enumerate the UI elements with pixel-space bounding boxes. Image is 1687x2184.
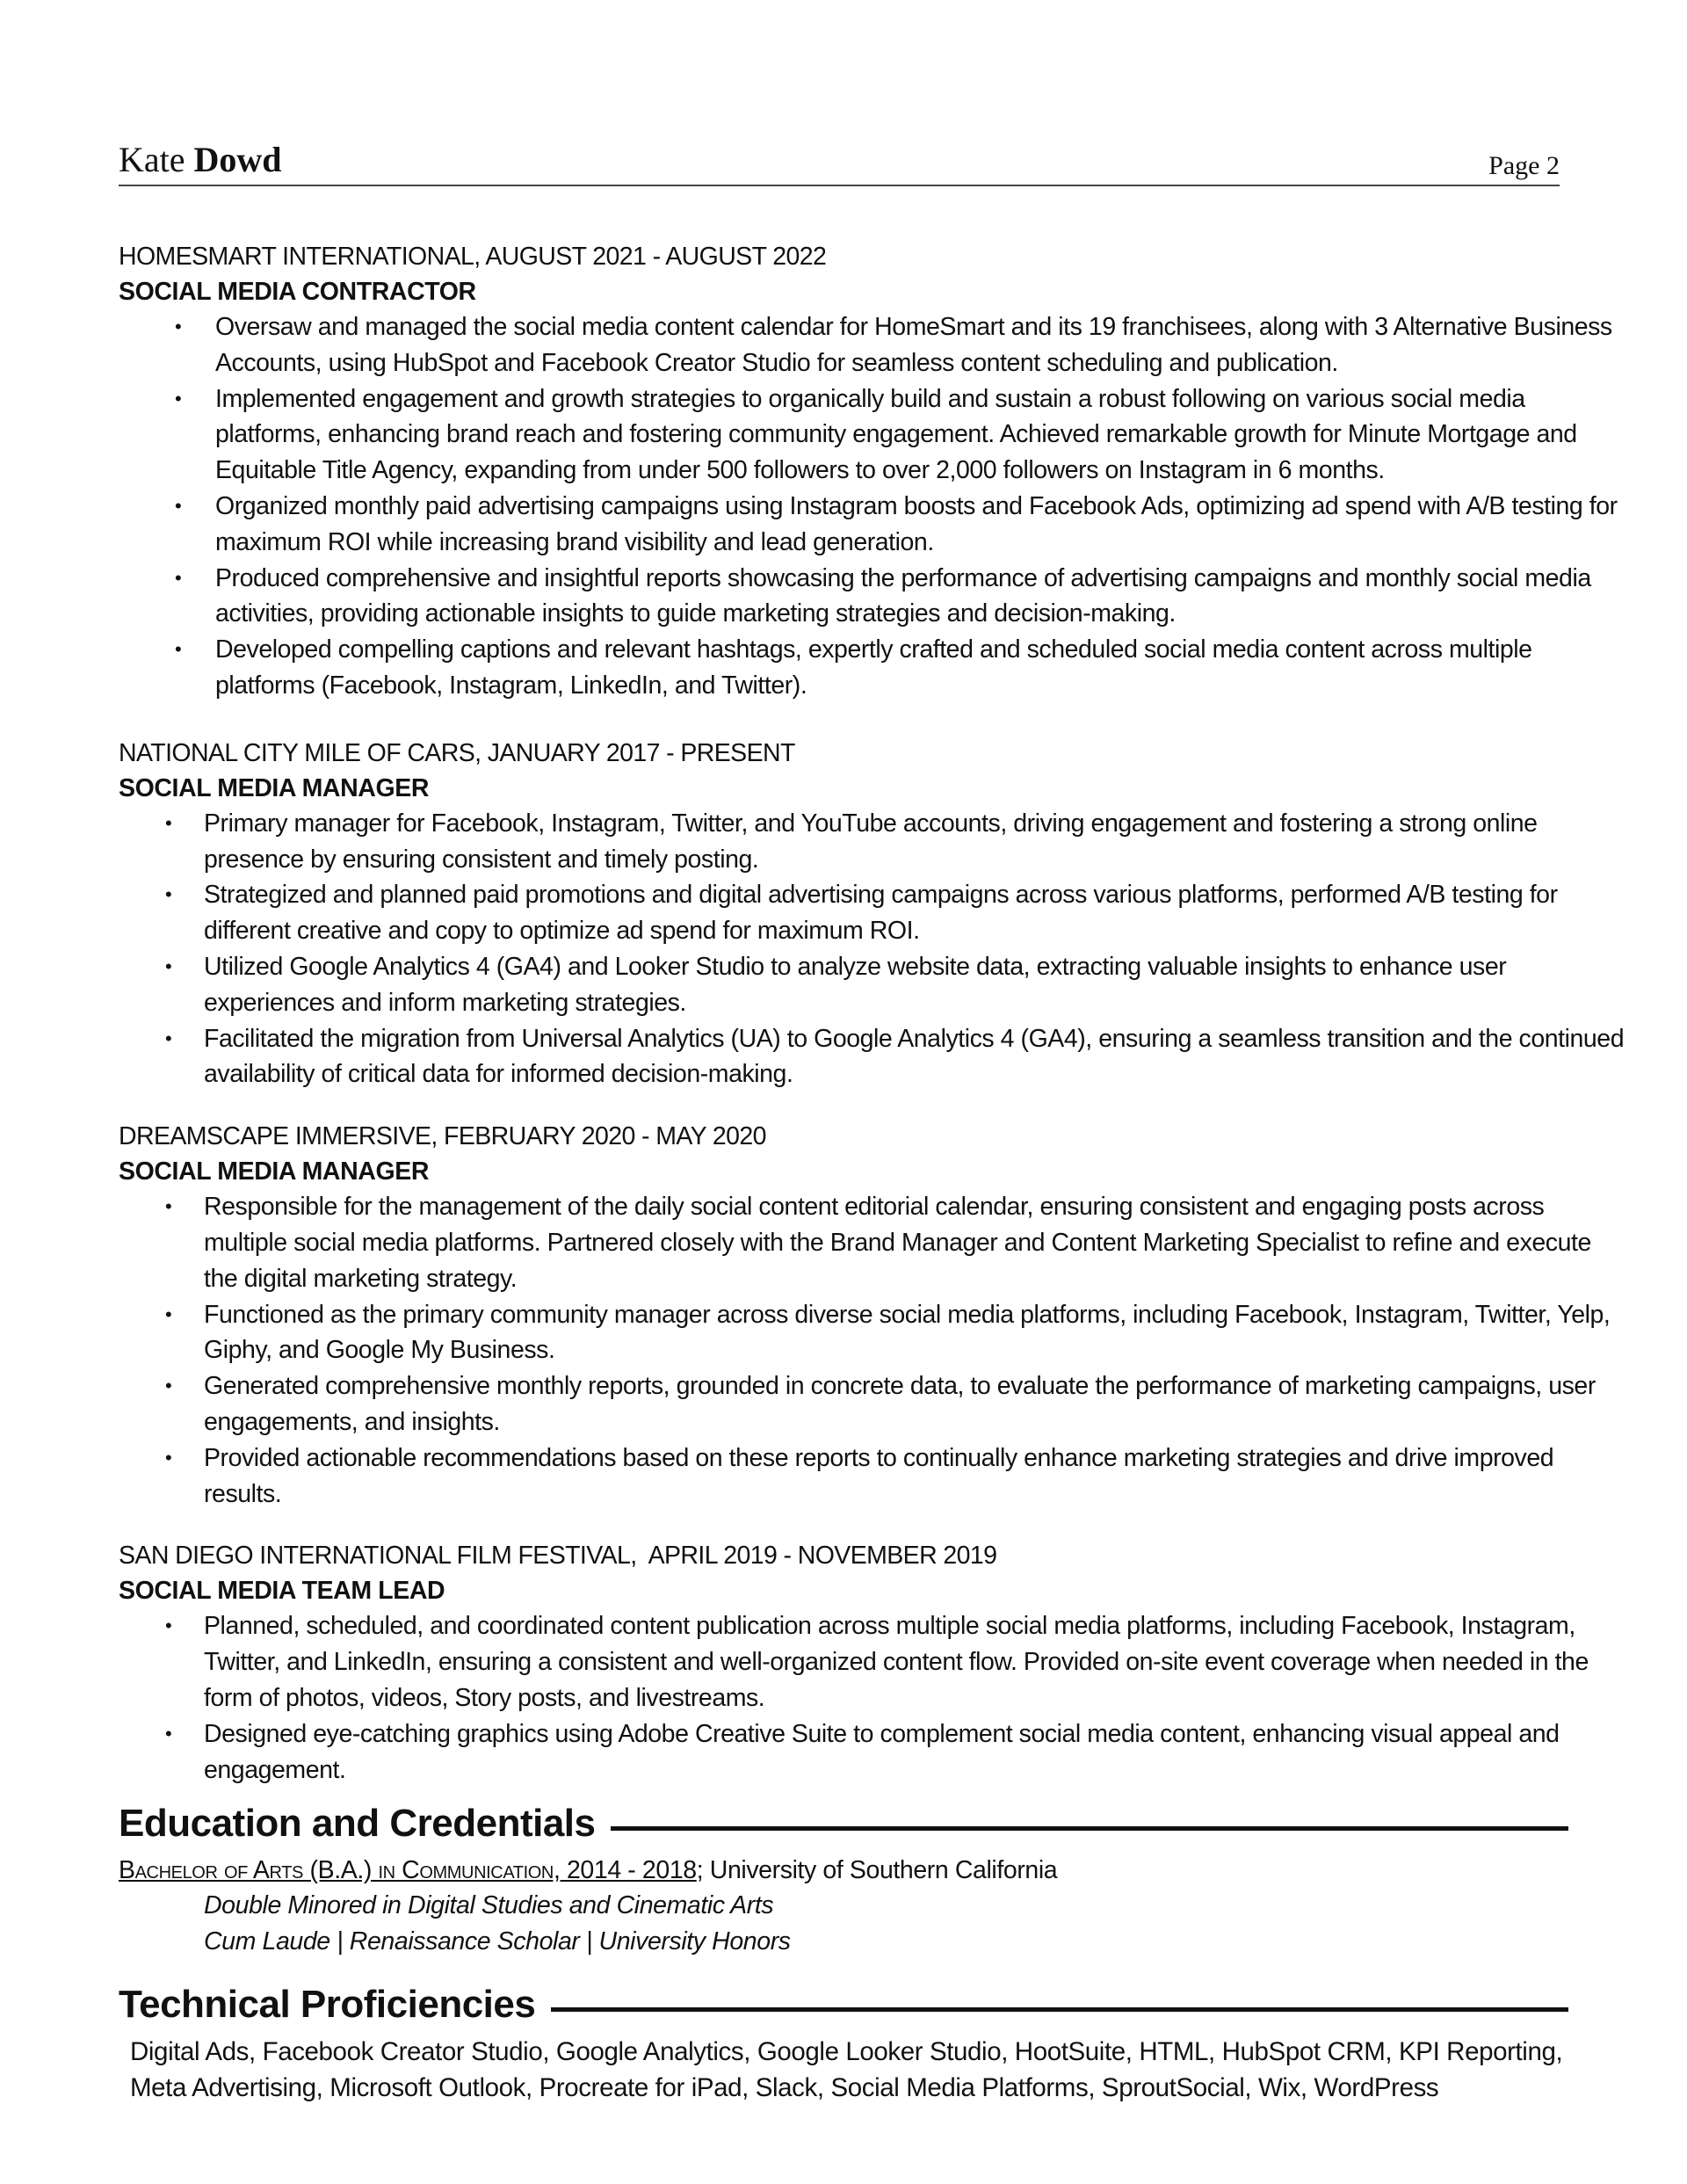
job-entry-mile-of-cars <box>119 736 1630 1092</box>
job-bullets <box>119 1189 1630 1512</box>
bullet-item <box>119 632 1630 704</box>
bullet-icon: • <box>165 954 172 977</box>
bullet-item <box>119 1368 1630 1440</box>
bullet-text: Organized monthly paid advertising campaigns using Instagram boosts and Facebook Ads, optimizing ad spend with A/B testing for maximum ROI while increasing brand visibility and lead generation. <box>215 491 1618 556</box>
bullet-text: Designed eye-catching graphics using Adobe Creative Suite to complement social media content, enhancing visual appeal and engagement. <box>204 1719 1560 1784</box>
job-entry-homesmart <box>119 239 1630 704</box>
bullet-text: Provided actionable recommendations based on these reports to continually enhance marketing strategies and drive improved results. <box>204 1443 1554 1508</box>
job-bullets <box>119 806 1630 1092</box>
bullet-text: Produced comprehensive and insightful reports showcasing the performance of advertising campaigns and monthly social media activities, providing actionable insights to guide marketing strategies and decision-making. <box>215 563 1591 628</box>
degree-line <box>119 1853 1630 1888</box>
bullet-item <box>119 1608 1630 1716</box>
bullet-icon: • <box>175 638 182 661</box>
bullet-item <box>119 561 1630 633</box>
bullet-item <box>119 1021 1630 1093</box>
bullet-text: Planned, scheduled, and coordinated content publication across multiple social media platforms, including Facebook, Instagram, Twitter, and LinkedIn, ensuring a consistent and well-organized content flow. Provided on-site event coverage when needed in the form of photos, videos, Story posts, and livestreams. <box>204 1612 1589 1712</box>
bullet-item <box>119 877 1630 949</box>
bullet-item <box>119 381 1630 489</box>
bullet-item <box>119 489 1630 561</box>
bullet-text: Strategized and planned paid promotions and digital advertising campaigns across various platforms, performed A/B testing for different creative and copy to optimize ad spend for maximum ROI. <box>204 881 1558 946</box>
skills-title: Technical Proficiencies <box>119 1981 551 2028</box>
bullet-item <box>119 1189 1630 1296</box>
bullet-icon: • <box>165 1375 172 1397</box>
job-entry-dreamscape <box>119 1119 1630 1512</box>
bullet-icon: • <box>175 566 182 589</box>
bullet-text: Utilized Google Analytics 4 (GA4) and Looker Studio to analyze website data, extracting valuable insights to enhance user experiences and inform marketing strategies. <box>204 952 1507 1017</box>
bullet-icon: • <box>165 1446 172 1469</box>
page-number: Page 2 <box>1488 151 1560 180</box>
bullet-icon: • <box>165 1722 172 1745</box>
job-company: HOMESMART INTERNATIONAL, AUGUST 2021 - AUGUST 2022 <box>119 243 827 271</box>
skills-list: Digital Ads, Facebook Creator Studio, Google Analytics, Google Looker Studio, HootSuite, HTML, HubSpot CRM, KPI Reporting, Meta Advertising, Microsoft Outlook, Procreate for iPad, Slack, Social Media Platforms, SproutSocial, Wix, WordPress <box>130 2037 1563 2103</box>
bullet-item <box>119 806 1630 878</box>
bullet-item <box>119 949 1630 1021</box>
last-name: Dowd <box>193 140 282 179</box>
bullet-icon: • <box>165 883 172 906</box>
job-role: SOCIAL MEDIA MANAGER <box>119 773 430 802</box>
bullet-icon: • <box>165 1195 172 1218</box>
school-name: University of Southern California <box>703 1856 1058 1885</box>
bullet-icon: • <box>165 811 172 834</box>
first-name: Kate <box>119 140 185 179</box>
bullet-text: Primary manager for Facebook, Instagram, Twitter, and YouTube accounts, driving engagement and fostering a strong online presence by ensuring consistent and timely posting. <box>204 809 1538 874</box>
bullet-item <box>119 1297 1630 1369</box>
job-role: SOCIAL MEDIA MANAGER <box>119 1157 430 1186</box>
bullet-item <box>119 1440 1630 1513</box>
degree-separator: ; <box>696 1856 704 1885</box>
bullet-text: Generated comprehensive monthly reports, grounded in concrete data, to evaluate the performance of marketing campaigns, user engagements, and insights. <box>204 1372 1596 1436</box>
skills-section-header <box>119 1981 1630 2028</box>
bullet-icon: • <box>165 1302 172 1325</box>
page-header <box>119 139 1560 186</box>
job-bullets <box>119 1608 1630 1788</box>
education-section-header <box>119 1800 1630 1847</box>
bullet-icon: • <box>165 1614 172 1637</box>
bullet-text: Developed compelling captions and relevant hashtags, expertly crafted and scheduled social media content across multiple platforms (Facebook, Instagram, LinkedIn, and Twitter). <box>215 635 1532 700</box>
bullet-icon: • <box>175 316 182 337</box>
bullet-text: Oversaw and managed the social media content calendar for HomeSmart and its 19 franchisees, along with 3 Alternative Business Accounts, using HubSpot and Facebook Creator Studio for seamless content scheduling and publication. <box>215 313 1612 377</box>
job-company: NATIONAL CITY MILE OF CARS, JANUARY 2017 - PRESENT <box>119 738 795 767</box>
education-title: Education and Credentials <box>119 1800 611 1847</box>
honors-note: Cum Laude | Renaissance Scholar | University Honors <box>204 1927 791 1956</box>
bullet-item <box>119 1716 1630 1789</box>
candidate-name <box>119 141 282 179</box>
bullet-text: Responsible for the management of the daily social content editorial calendar, ensuring consistent and engaging posts across multiple social media platforms. Partnered closely with the Brand Manager and Content Marketing Specialist to refine and execute the digital marketing strategy. <box>204 1193 1591 1293</box>
job-role: SOCIAL MEDIA TEAM LEAD <box>119 1577 445 1606</box>
bullet-icon: • <box>165 1027 172 1049</box>
job-company: DREAMSCAPE IMMERSIVE, FEBRUARY 2020 - MAY 2020 <box>119 1122 766 1151</box>
bullet-icon: • <box>175 494 182 517</box>
bullet-text: Functioned as the primary community manager across diverse social media platforms, including Facebook, Instagram, Twitter, Yelp, Giphy, and Google My Business. <box>204 1300 1611 1365</box>
job-bullets <box>119 309 1630 704</box>
bullet-text: Facilitated the migration from Universal Analytics (UA) to Google Analytics 4 (GA4), ensuring a seamless transition and the continued availability of critical data for informed decision-making. <box>204 1024 1625 1089</box>
job-entry-sdiff <box>119 1538 1630 1788</box>
minors-note: Double Minored in Digital Studies and Cinematic Arts <box>204 1891 774 1920</box>
bullet-text: Implemented engagement and growth strategies to organically build and sustain a robust following on various social media platforms, enhancing brand reach and fostering community engagement. Achieved remarkable growth for Minute Mortgage and Equitable Title Agency, expanding from under 500 followers to over 2,000 followers on Instagram in 6 months. <box>215 384 1577 485</box>
job-role: SOCIAL MEDIA CONTRACTOR <box>119 278 476 306</box>
resume-body <box>119 239 1630 2106</box>
degree-name: Bachelor of Arts (B.A.) in Communication, 2014 - 2018 <box>119 1856 697 1885</box>
bullet-icon: • <box>175 387 182 410</box>
bullet-item <box>119 309 1630 381</box>
job-company: SAN DIEGO INTERNATIONAL FILM FESTIVAL, APRIL 2019 - NOVEMBER 2019 <box>119 1542 997 1571</box>
